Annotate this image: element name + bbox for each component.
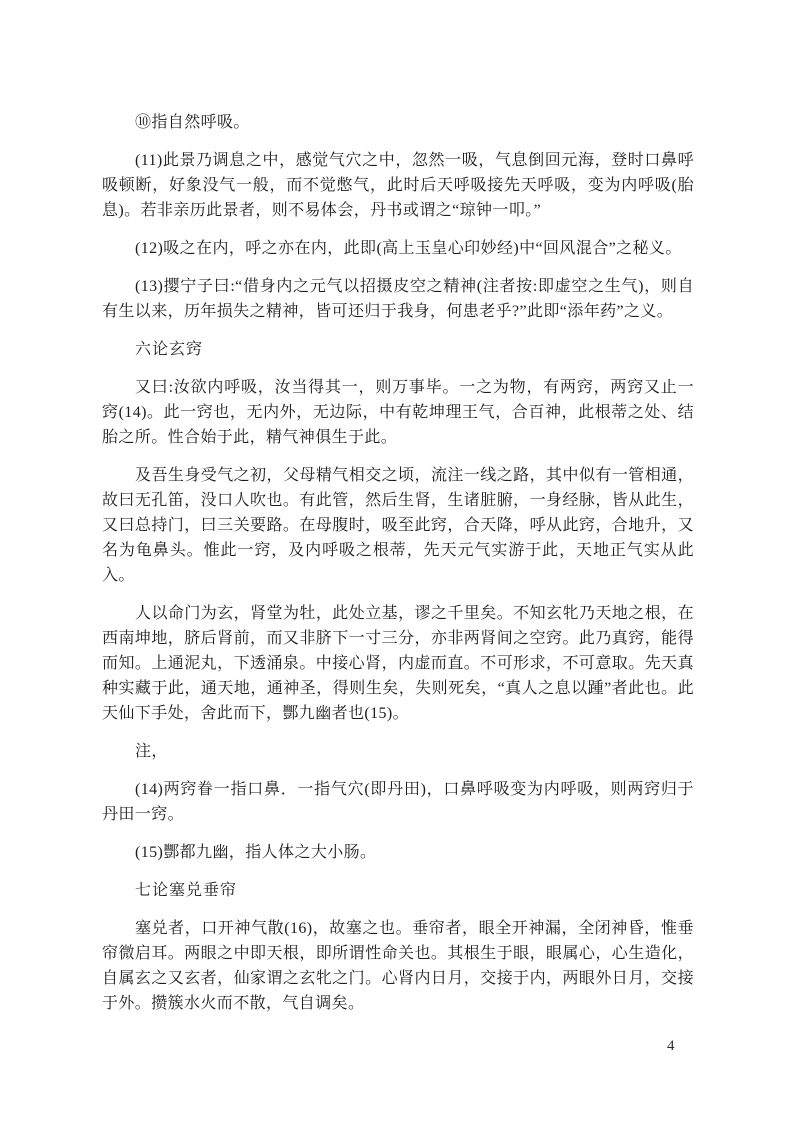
page-number: 4 <box>667 1038 675 1054</box>
text-content <box>102 110 694 1029</box>
note-paragraph-15: (15)酆都九幽，指人体之大小肠。 <box>135 844 377 861</box>
body-paragraph-2: 及吾生身受气之初，父母精气相交之顷，流注一线之路，其中似有一管相通，故曰无孔笛，没口人吹也。有此管，然后生肾，生诸脏腑，一身经脉，皆从此生，又曰总持门，曰三关要路。在母腹时，吸至此窍，合天降，呼从此窍，合地升，又名为龟鼻头。惟此一窍，及内呼吸之根蒂，先天元气实游于此，天地正气实从此入。 <box>102 467 694 584</box>
section-heading-seven: 七论塞兑垂帘 <box>135 882 238 899</box>
body-paragraph-3: 人以命门为玄，肾堂为牡，此处立基，谬之千里矣。不知玄牝乃天地之根，在西南坤地，脐后肾前，而又非脐下一寸三分，亦非两肾间之空窍。此乃真窍，能得而知。上通泥丸，下透涌泉。中接心肾，内虚而直。不可形求，不可意取。先天真种实藏于此，通天地，通神圣，得则生矣，失则死矣，“真人之息以踵”者此也。此天仙下手处，舍此而下，酆九幽者也(15)。 <box>102 605 694 722</box>
note-paragraph-13: (13)撄宁子曰:“借身内之元气以招摄皮空之精神(注者按:即虚空之生气)，则自有生以来，历年损失之精神，皆可还归于我身，何患老乎?”此即“添年药”之义。 <box>102 278 694 320</box>
note-paragraph-14: (14)两窍眷一指口鼻．一指气穴(即丹田)，口鼻呼吸变为内呼吸，则两窍归于丹田一窍。 <box>102 781 694 823</box>
body-paragraph-1: 又曰:汝欲内呼吸，汝当得其一，则万事毕。一之为物，有两窍，两窍又止一窍(14)。此一窍也，无内外，无边际，中有乾坤理王气，合百神，此根蒂之处、结胎之所。性合始于此，精气神俱生于此。 <box>102 379 694 446</box>
notes-label: 注， <box>135 743 168 760</box>
section-heading-six: 六论玄窍 <box>135 341 204 358</box>
note-paragraph-11: (11)此景乃调息之中，感觉气穴之中，忽然一吸，气息倒回元海，登时口鼻呼吸顿断，好象没气一般，而不觉憋气，此时后天呼吸接先天呼吸，变为内呼吸(胎息)。若非亲历此景者，则不易体会，丹书或谓之“琼钟一叩。” <box>102 152 694 219</box>
note-paragraph-10: ⑩指自然呼吸。 <box>135 114 250 131</box>
note-paragraph-12: (12)吸之在内，呼之亦在内，此即(高上玉皇心印妙经)中“回风混合”之秘义。 <box>135 240 682 257</box>
body-paragraph-4: 塞兑者，口开神气散(16)，故塞之也。垂帘者，眼全开神漏，全闭神昏，惟垂帘微启耳。两眼之中即天根，即所谓性命关也。其根生于眼，眼属心，心生造化，自属玄之又玄者，仙家谓之玄牝之门。心肾内日月，交接于内，两眼外日月，交接于外。攒簇水火而不散，气自调矣。 <box>102 920 694 1012</box>
